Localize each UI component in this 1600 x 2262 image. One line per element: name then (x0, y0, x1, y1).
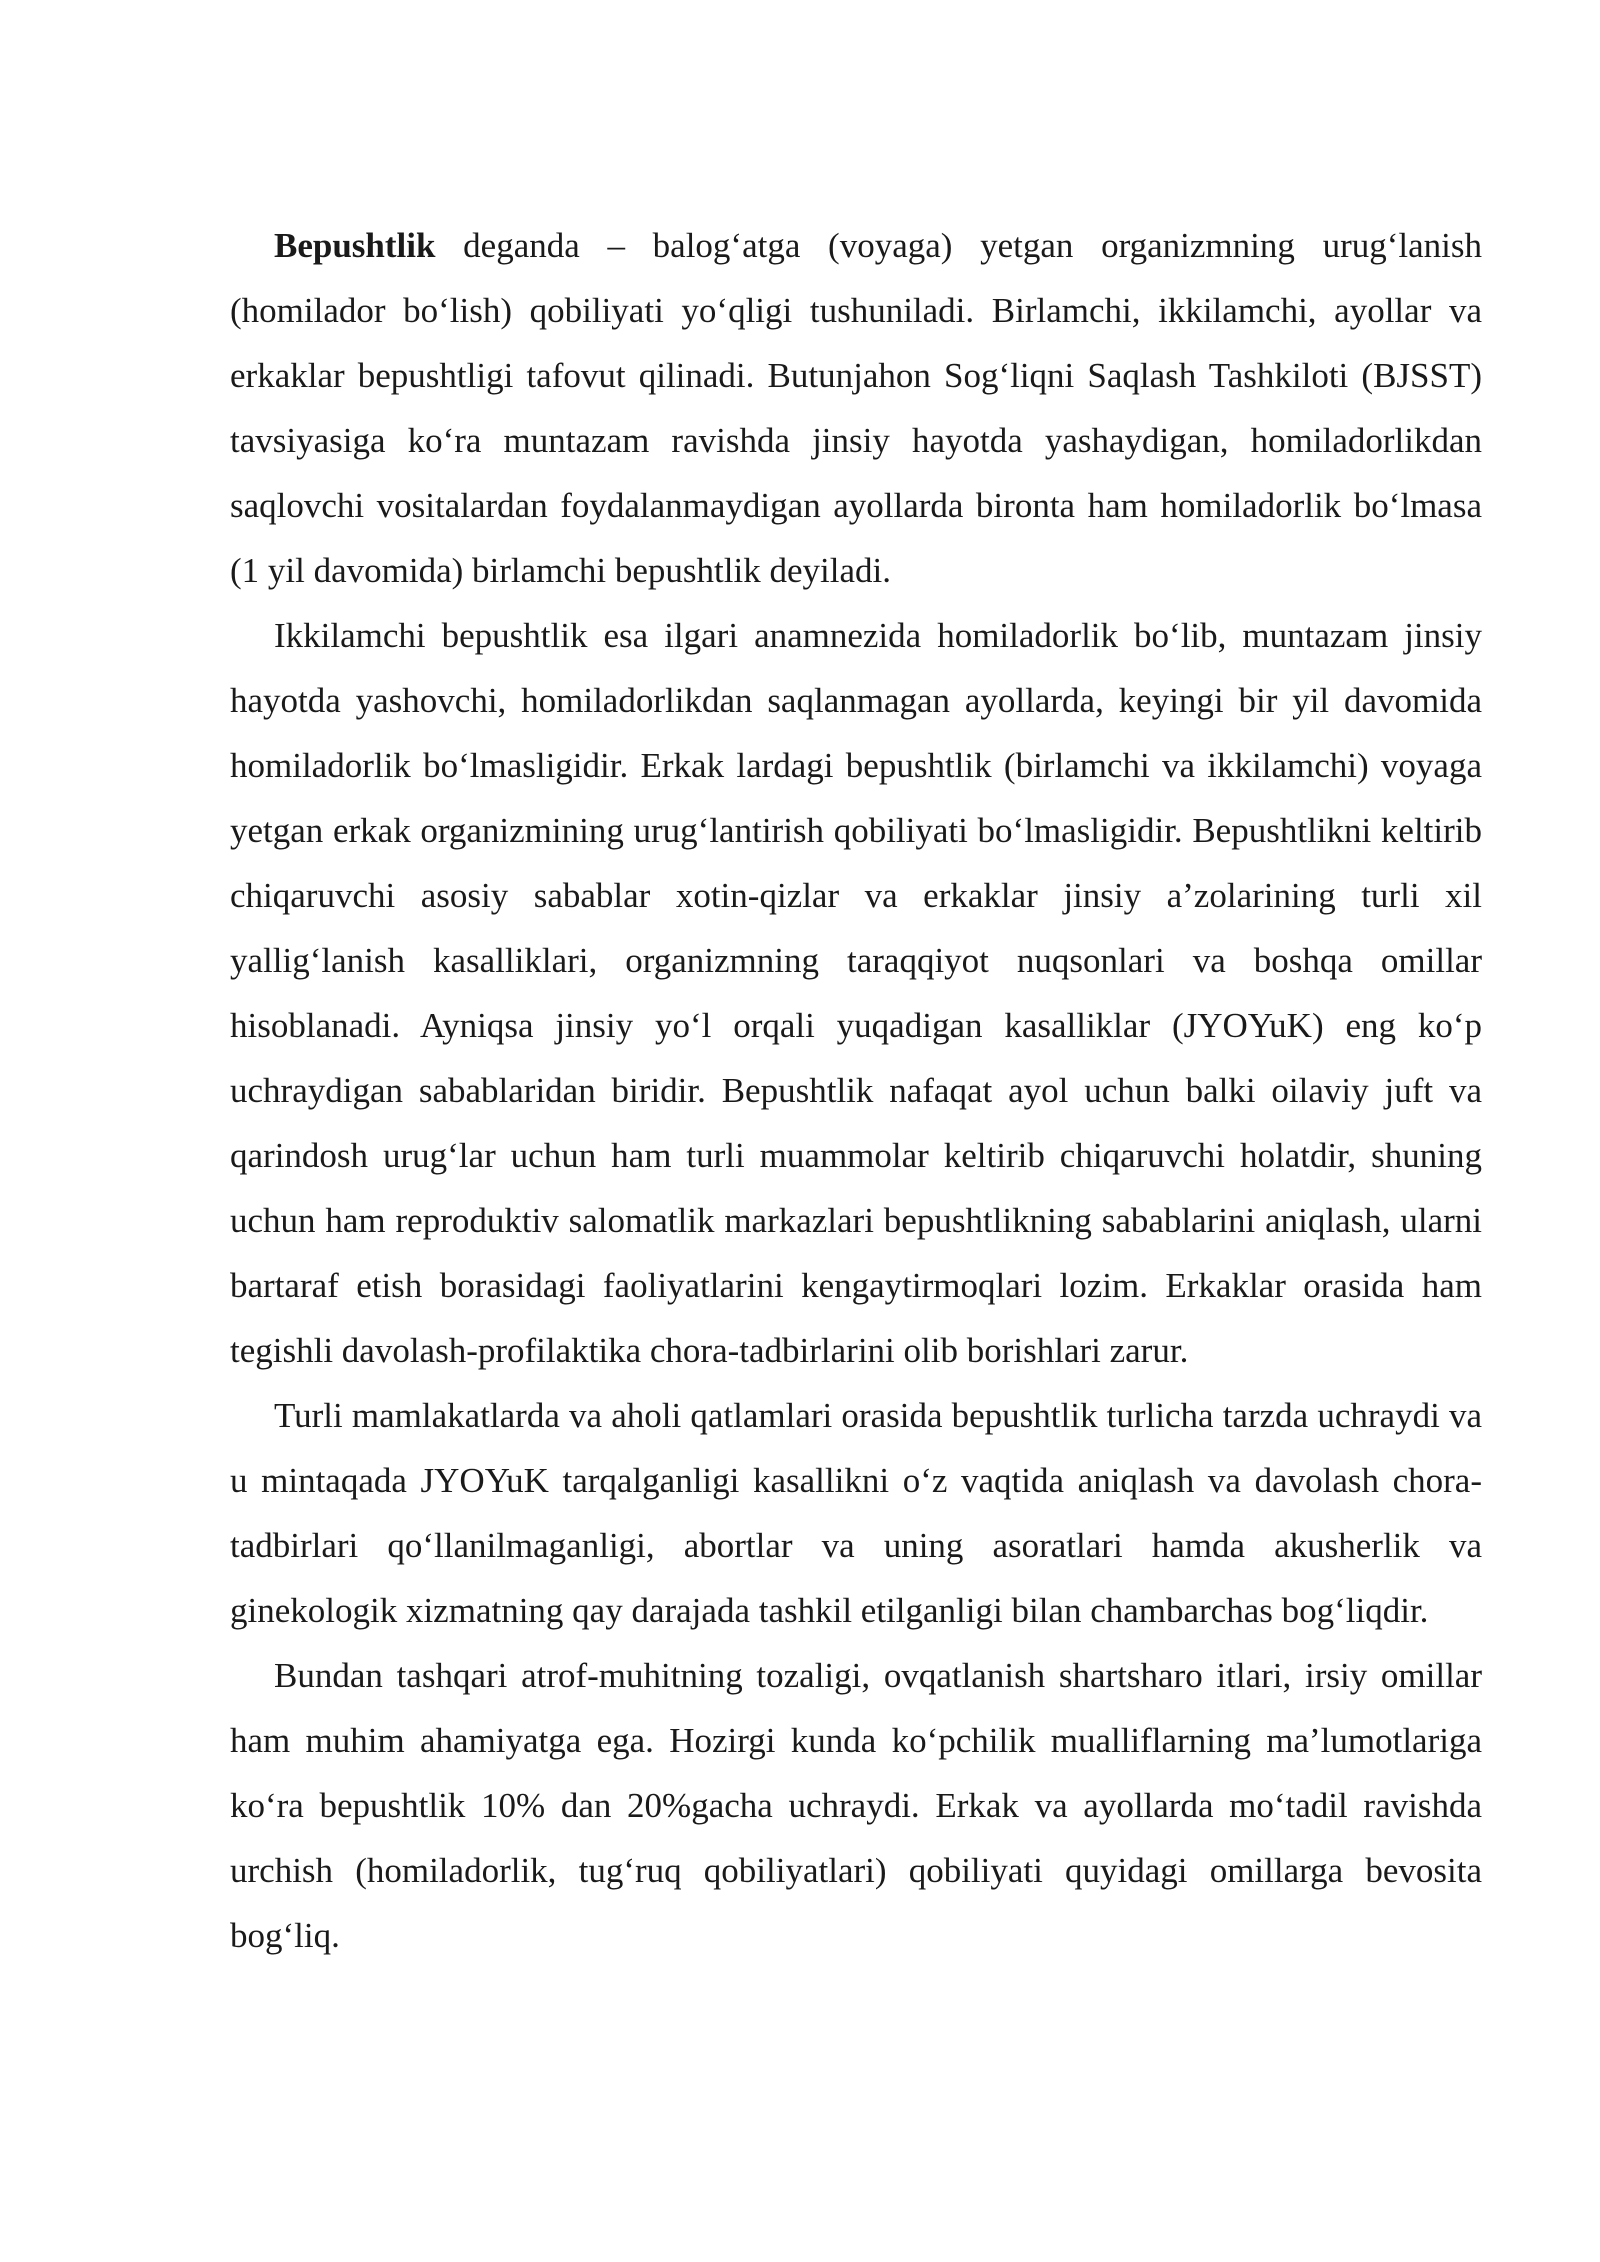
document-body (230, 213, 1482, 1968)
bold-term: Bepushtlik (274, 226, 436, 265)
paragraph-prevalence: Turli mamlakatlarda va aholi qatlamlari orasida bepushtlik turlicha tarzda uchraydi va u mintaqada JYOYuK tarqalganligi kasallikni o‘z vaqtida aniqlash va davolash chora-tadbirlari qo‘llanilmaganligi, abortlar va uning asoratlari hamda akusherlik va ginekologik xizmatning qay darajada tashkil etilganligi bilan chambarchas bog‘liqdir. (230, 1396, 1482, 1630)
paragraph-bepushtlik-definition (230, 213, 1482, 603)
paragraph-secondary-infertility: Ikkilamchi bepushtlik esa ilgari anamnezida homiladorlik bo‘lib, muntazam jinsiy hayotda yashovchi, homiladorlikdan saqlanmagan ayollarda, keyingi bir yil davomida homiladorlik bo‘lmasligidir. Erkak lardagi bepushtlik (birlamchi va ikkilamchi) voyaga yetgan erkak organizmining urug‘lantirish qobiliyati bo‘lmasligidir. Bepushtlikni keltirib chiqaruvchi asosiy sabablar xotin-qizlar va erkaklar jinsiy a’zolarining turli xil yallig‘lanish kasalliklari, organizmning taraqqiyot nuqsonlari va boshqa omillar hisoblanadi. Ayniqsa jinsiy yo‘l orqali yuqadigan kasalliklar (JYOYuK) eng ko‘p uchraydigan sabablaridan biridir. Bepushtlik nafaqat ayol uchun balki oilaviy juft va qarindosh urug‘lar uchun ham turli muammolar keltirib chiqaruvchi holatdir, shuning uchun ham reproduktiv salomatlik markazlari bepushtlikning sabablarini aniqlash, ularni bartaraf etish borasidagi faoliyatlarini kengaytirmoqlari lozim. Erkaklar orasida ham tegishli davolash-profilaktika chora-tadbirlarini olib borishlari zarur. (230, 616, 1482, 1370)
paragraph-text: deganda – balog‘atga (voyaga) yetgan organizmning urug‘lanish (homilador bo‘lish) qobiliyati yo‘qligi tushuniladi. Birlamchi, ikkilamchi, ayollar va erkaklar bepushtligi tafovut qilinadi. Butunjahon Sog‘liqni Saqlash Tashkiloti (BJSST) tavsiyasiga ko‘ra muntazam ravishda jinsiy hayotda yashaydigan, homiladorlikdan saqlovchi vositalardan foydalanmaydigan ayollarda bironta ham homiladorlik bo‘lmasa (1 yil davomida) birlamchi bepushtlik deyiladi. (230, 226, 1482, 590)
paragraph-other-factors: Bundan tashqari atrof-muhitning tozaligi, ovqatlanish shartsharo itlari, irsiy omillar ham muhim ahamiyatga ega. Hozirgi kunda ko‘pchilik mualliflarning ma’lumotlariga ko‘ra bepushtlik 10% dan 20%gacha uchraydi. Erkak va ayollarda mo‘tadil ravishda urchish (homiladorlik, tug‘ruq qobiliyatlari) qobiliyati quyidagi omillarga bevosita bog‘liq. (230, 1656, 1482, 1955)
